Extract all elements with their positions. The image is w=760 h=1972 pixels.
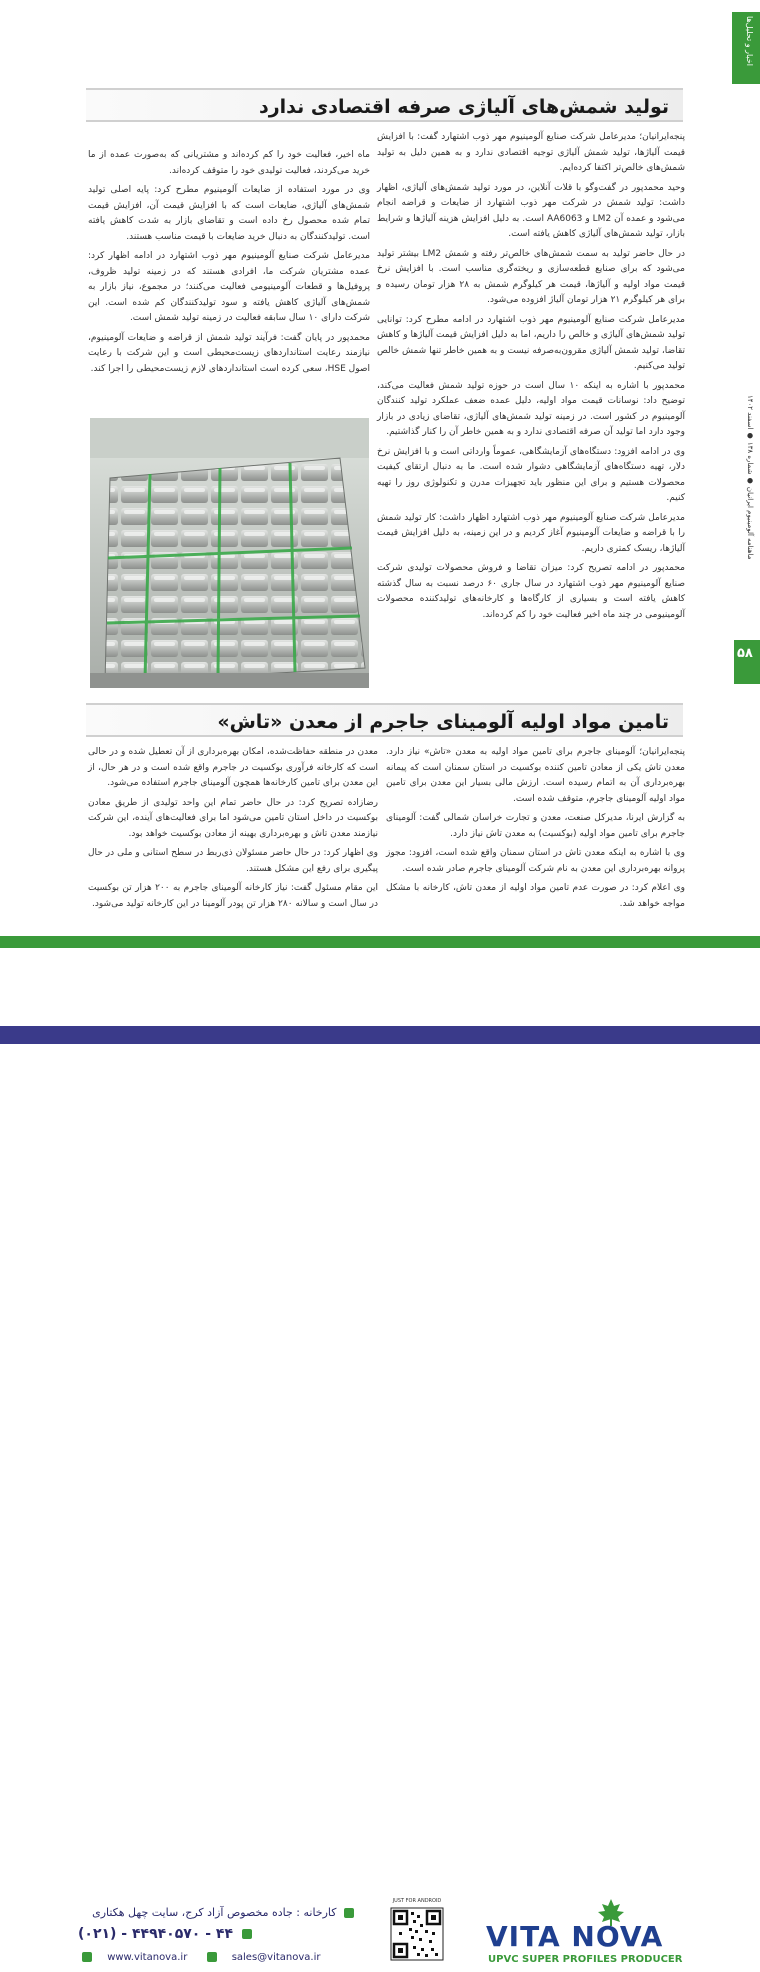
paragraph: پنجه‌ایرانیان؛ آلومینای جاجرم برای تامین مواد اولیه به معدن «تاش» نیاز دارد. معدن تاش یکی از معادن تامین کننده بوکسیت در استان سمنان است که پیمانه بهره‌برداری آن به اتمام رسیده است. ارزش مالی بسیار این معدن برای تامین مواد اولیه آلومینای جاجرم، متوقف شده است.	[386, 747, 685, 804]
page-number-badge	[734, 640, 760, 684]
paragraph: وی با اشاره به اینکه معدن تاش در استان سمنان واقع شده است، افزود: مجوز پروانه بهره‌برداری این معدن به نام شرکت آلومینای جاجرم صادر شده است.	[386, 848, 685, 874]
phone-line	[78, 1926, 256, 1942]
paragraph: وی اظهار کرد: در حال حاضر مسئولان ذی‌ربط در سطح استانی و ملی در حال پیگیری برای رفع این مشکل هستند.	[88, 848, 378, 874]
paragraph: محمدپور در پایان گفت: فرآیند تولید شمش از قراضه و ضایعات آلومینیوم، نیازمند رعایت استانداردهای زیست‌محیطی است و این شرکت با رعایت اصول HSE، سعی کرده است استانداردهای لازم زیست‌محیطی را اجرا کند.	[88, 332, 370, 374]
qr-caption: JUST FOR ANDROID	[392, 1898, 442, 1904]
footer-ad	[0, 948, 760, 1965]
paragraph: مدیرعامل شرکت صنایع آلومینیوم مهر ذوب اشتهارد اظهار داشت: کار تولید شمش را با قراضه و ضایعات آلومینیوم آغاز کردیم و در این زمینه، به دلیل افزایش قیمت آلیاژها، ریسک کمتری داریم.	[377, 512, 685, 554]
qr-code[interactable]	[387, 1898, 447, 1968]
factory-address-text: کارخانه : جاده مخصوص آزاد کرج، سایت چهل هکتاری	[92, 1906, 337, 1919]
paragraph: در حال حاضر تولید به سمت شمش‌های خالص‌تر رفته و شمش LM2 بیشتر تولید می‌شود که برای صنایع قطعه‌سازی و ریخته‌گری مناسب است. با افزایش نرخ قیمت مواد اولیه و آلیاژها، قیمت هر کیلوگرم شمش به ۲۸ هزار تومان رسیده و برای هر کیلوگرم ۲۱ هزار تومان آلیاژ افزوده می‌شود.	[377, 248, 685, 305]
factory-address	[92, 1906, 358, 1919]
brand-tagline: UPVC SUPER PROFILES PRODUCER	[488, 1954, 683, 1965]
vitanova-logo	[478, 1898, 718, 1970]
paragraph: وی در مورد استفاده از ضایعات آلومینیوم مطرح کرد: پایه اصلی تولید شمش‌های آلیاژی، ضایعات است که با افزایش قیمت آن، افزایش قیمت تمام شده محصول رخ داده است و تقاضای بازار به شدت کاهش یافته است. تولیدکنندگان به دنبال خرید ضایعات با قیمت مناسب هستند.	[88, 185, 370, 242]
paragraph: به گزارش ایرنا، مدیرکل صنعت، معدن و تجارت خراسان شمالی گفت: آلومینای جاجرم برای تامین مواد اولیه (بوکسیت) به معدن تاش نیاز دارد.	[386, 813, 685, 839]
brand-name: VITA NOVA	[486, 1920, 664, 1953]
article2-left-column	[88, 745, 378, 933]
paragraph: مدیرعامل شرکت صنایع آلومینیوم مهر ذوب اشتهارد در ادامه مطرح کرد: توانایی تولید شمش‌های آلیاژی و خالص را داریم، اما به دلیل افزایش قیمت آلیاژها و کاهش تقاضا، تولید شمش آلیاژی مقرون‌به‌صرفه نیست و به همین خاطر تنها شمش خالص تولید می‌کنیم.	[377, 314, 685, 371]
paragraph: معدن در منطقه حفاظت‌شده، امکان بهره‌برداری از آن تعطیل شده و در حالی است که کارخانه فرآوری بوکسیت در جاجرم واقع شده است و در هر حال، از این معدن برای تامین کارخانه‌ها همچون آلومینای جاجرم استفاده می‌شود.	[88, 747, 378, 788]
issue-meta: ماهنامه آلومینیوم ایرانیان ● شماره ۱۳۸ ● اسفند ۱۴۰۲	[746, 395, 754, 560]
paragraph: رضازاده تصریح کرد: در حال حاضر تمام این واحد تولیدی از طریق معادن بوکسیت در داخل استان تامین می‌شود اما برای فعالیت‌های آینده، این شرکت نیازمند معدن تاش و بهره‌برداری بهینه از معادن بوکسیت خواهد بود.	[88, 797, 378, 839]
globe-icon	[82, 1952, 92, 1962]
location-icon	[344, 1908, 354, 1918]
phone-number: (۰۲۱) - ۴۴۹۴۰۵۷۰ - ۴۴	[78, 1926, 233, 1942]
page-number: ۵۸	[737, 646, 753, 661]
phone-icon	[242, 1929, 252, 1939]
paragraph: محمدپور در ادامه تصریح کرد: میزان تقاضا و فروش محصولات تولیدی شرکت صنایع آلومینیوم مهر ذوب اشتهارد در سال جاری ۶۰ درصد نسبت به سال گذشته کاهش یافته است و بسیاری از کارگاه‌ها و کارخانه‌های تولیدکننده محصولات آلومینیومی در چند ماه اخیر فعالیت خود را کم کرده‌اند.	[377, 563, 685, 620]
section-tab	[732, 12, 760, 84]
article2-right-column	[386, 745, 685, 933]
section-tab-label: اخبار و تحلیل‌ها	[745, 16, 754, 66]
article1-headline: تولید شمش‌های آلیاژی صرفه اقتصادی ندارد	[258, 96, 669, 118]
paragraph: وی در ادامه افزود: دستگاه‌های آزمایشگاهی، عموماً وارداتی است و با افزایش نرخ دلار، تهیه دستگاه‌های آزمایشگاهی دشوار شده است. ما به دنبال ارتقای کیفیت محصولات هستیم و برای این منظور باید تجهیزات مدرن و تکنولوژی روز را تهیه کنیم.	[377, 446, 685, 503]
aluminum-ingots-photo	[90, 418, 369, 688]
article2-headline: تامین مواد اولیه آلومینای جاجرم از معدن «تاش»	[217, 711, 669, 733]
paragraph: ماه اخیر، فعالیت خود را کم کرده‌اند و مشتریانی که به‌صورت عمده از ما خرید می‌کردند، فعالیت تولیدی خود را متوقف کرده‌اند.	[88, 150, 370, 176]
article1-headline-bar	[86, 88, 683, 122]
paragraph: وی اعلام کرد: در صورت عدم تامین مواد اولیه از معدن تاش، کارخانه با مشکل مواجه خواهد شد.	[386, 883, 685, 909]
article1-right-column	[377, 130, 685, 685]
website-link[interactable]: www.vitanova.ir	[107, 1952, 188, 1963]
paragraph: محمدپور با اشاره به اینکه ۱۰ سال است در حوزه تولید شمش فعالیت می‌کند، توضیح داد: نوسانات قیمت مواد اولیه، دلیل عمده ضعف عملکرد تولید کنندگان آلومینیوم در کشور است. در زمینه تولید شمش‌های آلیاژی، تقاضای زیادی در بازار وجود دارد اما تولید آن صرفه اقتصادی ندارد و به همین خاطر آن را کنار گذاشتیم.	[377, 380, 685, 437]
paragraph: پنجه‌ایرانیان؛ مدیرعامل شرکت صنایع آلومینیوم مهر ذوب اشتهارد گفت: با افزایش قیمت آلیاژها، تولید شمش آلیاژی توجیه اقتصادی ندارد و به همین دلیل به تولید شمش‌های خالص‌تر اکتفا کرده‌ایم.	[377, 132, 685, 173]
paragraph: مدیرعامل شرکت صنایع آلومینیوم مهر ذوب اشتهارد در ادامه اظهار کرد: عمده مشتریان شرکت ما، افرادی هستند که در زمینه تولید ظروف، پروفیل‌ها و قطعات آلومینیومی فعالیت می‌کنند؛ در مجموع، نیاز بازار به شمش‌های آلیاژی کاهش یافته و سود تولیدکنندگان کم شده است. این شرکت دارای ۱۰ سال سابقه فعالیت در زمینه تولید شمش است.	[88, 251, 370, 323]
email-link[interactable]: sales@vitanova.ir	[231, 1952, 321, 1963]
article1-left-column	[88, 148, 370, 406]
email-icon	[207, 1952, 217, 1962]
contact-block	[72, 1902, 358, 1970]
qr-code-icon	[387, 1898, 447, 1968]
paragraph: این مقام مسئول گفت: نیاز کارخانه آلومینای جاجرم به ۲۰۰ هزار تن بوکسیت در سال است و سالانه ۲۸۰ هزار تن پودر آلومینا در این کارخانه تولید می‌شود.	[88, 883, 378, 909]
web-email-line	[78, 1952, 332, 1963]
article2-headline-bar	[86, 703, 683, 737]
paragraph: وحید محمدپور در گفت‌وگو با قلات آنلاین، در مورد تولید شمش‌های آلیاژی، اظهار داشت: تولید شمش در شرکت مهر ذوب اشتهارد از ضایعات و قراضه انجام می‌شود و عمده آن LM2 و AA6063 است. به دلیل افزایش هزینه آلیاژها و شرایط بازار، تولید شمش‌های آلیاژی کاهش یافته است.	[377, 182, 685, 239]
footer-rule	[0, 936, 760, 948]
bottom-band	[0, 1026, 760, 1044]
